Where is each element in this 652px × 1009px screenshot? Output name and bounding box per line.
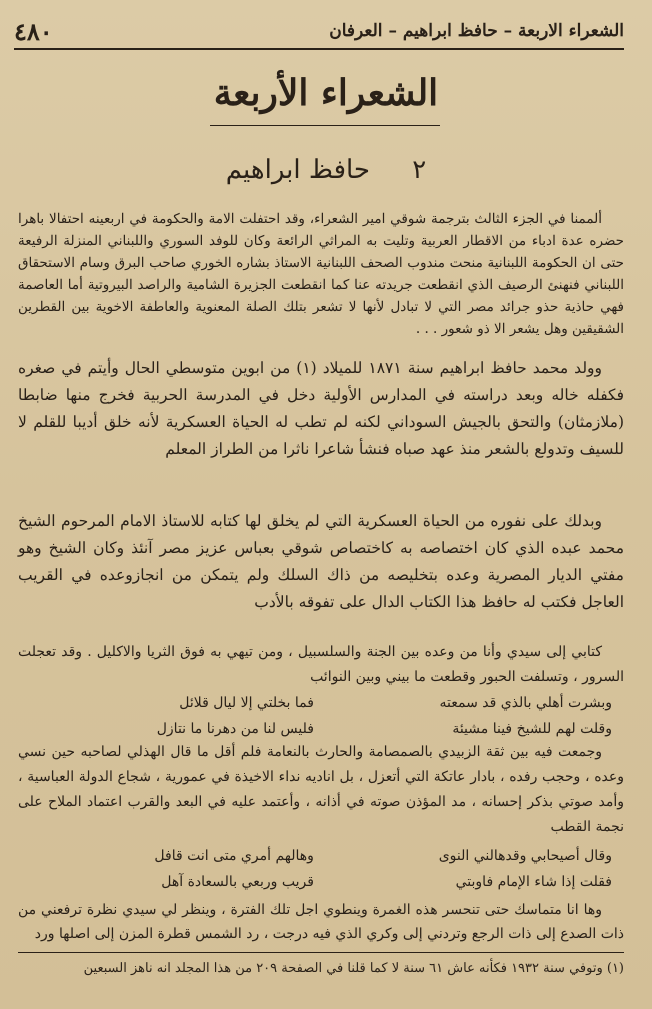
letter-text-1: كتابي إلى سيدي وأنا من وعده بين الجنة والسلسبيل ، ومن تيهي به فوق الثريا والاكليل . وقد تعجلت السرور ، وتسلفت الحبور وقطعت ما بيني وبين النوائب (18, 644, 624, 685)
section-heading (0, 155, 652, 185)
letter-paragraph-2 (18, 740, 624, 840)
page-number: ٤٨٠ (14, 16, 53, 46)
verse-hemistich-left: قريب وربعي بالسعادة آهل (161, 874, 314, 890)
verse-hemistich-right: وقال أصيحابي وقدهالني النوى (438, 848, 612, 864)
letter-text-2: وجمعت فيه بين ثقة الزبيدي بالصمصامة والحارث بالنعامة فلم أقل ما قال الهذلي لصاحبه حين نسي وعده ، وحجب رفده ، بادار عاتكة التي أتعزل ، بل اناديه نداء الاخيذة في عمورية ، شجاع الدولة العباسية ، وأمد صوتي بذكر إحسانه ، مد المؤذن صوته في أذانه ، وأعتمد عليه في البعد والقرب اعتماد الملاح على نجمة القطب (18, 744, 624, 835)
verses-block-1 (60, 690, 612, 742)
footnote-divider (18, 952, 624, 953)
article-title: الشعراء الأربعة (213, 72, 439, 114)
letter-paragraph-1 (18, 640, 624, 690)
verse-line (60, 843, 612, 869)
body-paragraph-2 (18, 508, 624, 616)
title-underline (210, 125, 440, 126)
intro-text: ألممنا في الجزء الثالث بترجمة شوقي امير الشعراء، وقد احتفلت الامة والحكومة في اربعينه احتفالا باهرا حضره عدة ادباء من الاقطار العربية وتليت به المراثي الرائعة وكان للوفد السوري واللبناني المنزلة الرفيعة حتى ان الحكومة اللبنانية منحت مندوب الصحف اللبنانية الاستاذ بشاره الخوري صاحب البرق وسام الاستحقاق اللبناني فنهنئ الرصيف الذي انقطعت جريدته عنا كما انقطعت الجزيرة الشامية والراصد البيروتية أما العاصمة فهي حاذية حذو جرائد مصر التي لا تبادل لأنها لا تشعر بتلك الصلة المعنوية والعاطفة الاخوية بين القطرين الشقيقين وهل يشعر الا ذو شعور . . . (18, 211, 624, 337)
verse-line (60, 690, 612, 716)
body-text-1: وولد محمد حافظ ابراهيم سنة ١٨٧١ للميلاد (١) من ابوين متوسطي الحال وأيتم في صغره فكفله خاله وبعد دراسته في المدارس الأولية دخل في المدرسة الحربية فخرج منها ضابطا (ملازمثان) والتحق بالجيش السوداني لكنه لم تطب له الحياة العسكرية لأنه خلق أديبا للقلم لا للسيف وتدولع بالشعر منذ عهد صباه فنشأ شاعرا ناثرا من الطراز المعلم (18, 359, 624, 458)
body-paragraph-1 (18, 355, 624, 463)
section-number: ٢ (412, 155, 427, 185)
verse-hemistich-right: وقلت لهم للشيخ فينا مشيئة (452, 721, 612, 737)
closing-paragraph (18, 898, 624, 946)
verses-block-2 (60, 843, 612, 895)
verse-hemistich-left: فما بخلتي إلا ليال قلائل (179, 695, 314, 711)
body-text-2: وبدلك على نفوره من الحياة العسكرية التي لم يخلق لها كتابه للاستاذ الامام المرحوم الشيخ محمد عبده الذي كان اختصاصه به كاختصاص شوقي بعباس عزيز مصر آنئذ وكان الشيخ وهو مفتي الديار المصرية وعده بتخليصه من ذاك السلك ولم يتمكن من انجازوعده في القريب العاجل فكتب له حافظ هذا الكتاب الدال على تفوقه بالأدب (18, 512, 624, 611)
running-head: الشعراء الاربعة – حافظ ابراهيم – العرفان (329, 21, 624, 41)
verse-hemistich-right: فقلت إذا شاء الإمام فاوبتي (455, 874, 612, 890)
verse-line (60, 869, 612, 895)
verse-hemistich-right: وبشرت أهلي بالذي قد سمعته (439, 695, 612, 711)
intro-paragraph (18, 208, 624, 340)
footnote: (١) وتوفي سنة ١٩٣٢ فكأنه عاش ٦١ سنة لا كما قلنا في الصفحة ٢٠٩ من هذا المجلد انه ناهز السبعين (83, 961, 624, 976)
closing-text: وها انا متماسك حتى تنحسر هذه الغمرة وينطوي اجل تلك الفترة ، وينظر لي سيدي نظرة ترفعني من ذات الصدع إلى ذات الرجع وتردني إلى وكري الذي فيه درجت ، رد الشمس قطرة المزن إلى اصلها ورد (18, 902, 624, 942)
page-header (14, 14, 624, 50)
verse-hemistich-left: فليس لنا من دهرنا ما نتازل (156, 721, 314, 737)
verse-line (60, 716, 612, 742)
section-title: حافظ ابراهيم (225, 155, 371, 185)
verse-hemistich-left: وهالهم أمري متى انت قافل (154, 848, 314, 864)
